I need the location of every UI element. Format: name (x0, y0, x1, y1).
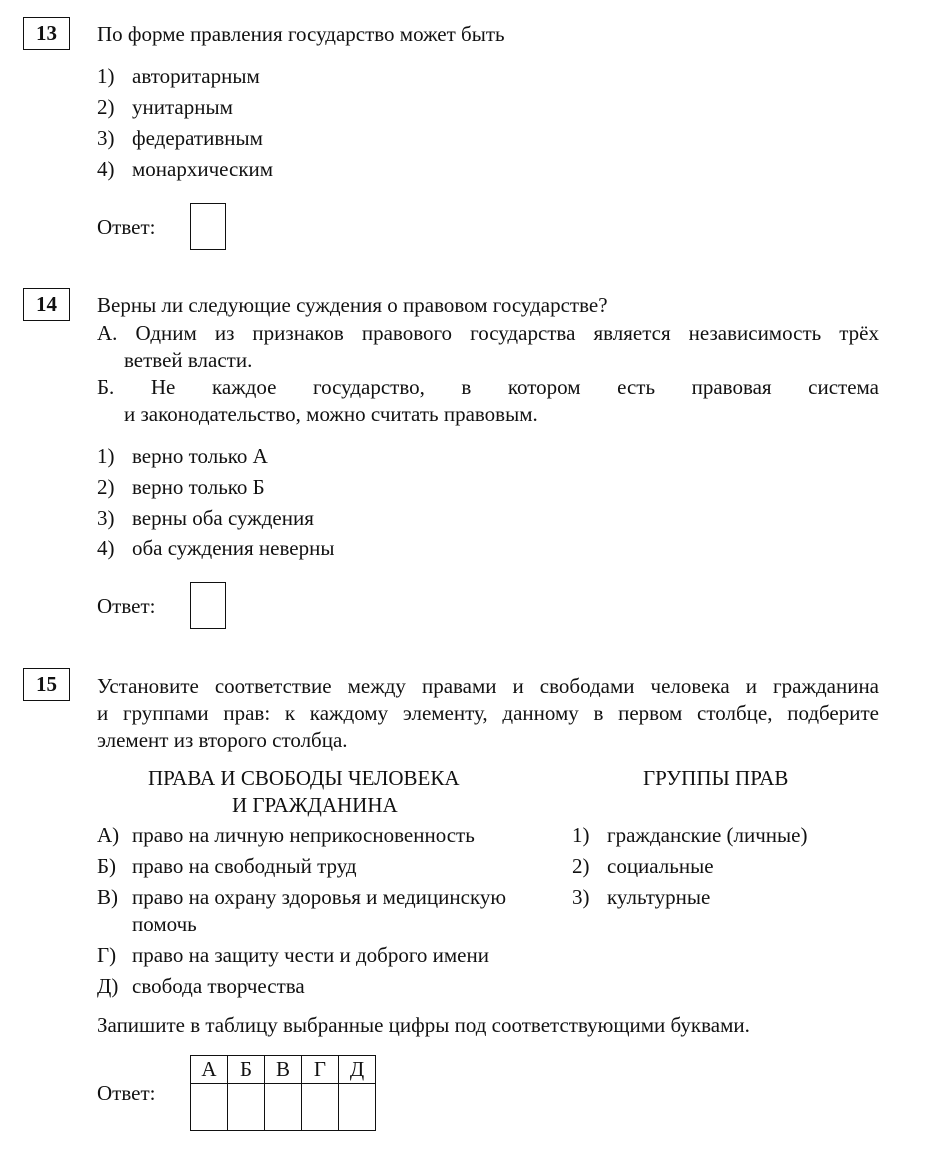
q15-left-item-a-letter: А) (97, 823, 120, 847)
q15-left-item-d-text: свобода творчества (132, 974, 305, 998)
q14-statement-b-line2: и законодательство, можно считать правовым. (124, 402, 538, 426)
q13-option-1-number: 1) (97, 64, 115, 88)
q14-option-2-text: верно только Б (132, 475, 265, 499)
q13-option-4-number: 4) (97, 157, 115, 181)
q15-intro-line2: и группами прав: к каждому элементу, данному в первом столбце, подберите (97, 701, 879, 725)
q14-option-2-number: 2) (97, 475, 115, 499)
q15-intro-line1: Установите соответствие между правами и свободами человека и гражданина (97, 674, 879, 698)
q14-option-4-text: оба суждения неверны (132, 536, 335, 560)
q14-statement-a-line2: ветвей власти. (124, 348, 253, 372)
question-number-14: 14 (23, 288, 70, 321)
question-number-13: 13 (23, 17, 70, 50)
q15-right-header: ГРУППЫ ПРАВ (643, 766, 789, 790)
answer-cell-a[interactable] (191, 1084, 228, 1131)
q15-left-item-b-text: право на свободный труд (132, 854, 357, 878)
q15-left-item-g-letter: Г) (97, 943, 117, 967)
question-number-15: 15 (23, 668, 70, 701)
q15-left-item-v-text-cont: помочь (132, 912, 197, 936)
q15-right-item-2-text: социальные (607, 854, 714, 878)
q14-statement-a-line1: А. Одним из признаков правового государства является независимость трёх (97, 321, 879, 345)
answer-table-header-v: В (265, 1056, 302, 1084)
answer-cell-d[interactable] (339, 1084, 376, 1131)
q15-right-item-2-number: 2) (572, 854, 590, 878)
q15-left-header-line1: ПРАВА И СВОБОДЫ ЧЕЛОВЕКА (148, 766, 460, 790)
q15-left-item-g-text: право на защиту чести и доброго имени (132, 943, 489, 967)
q14-option-1-text: верно только А (132, 444, 268, 468)
q14-option-1-number: 1) (97, 444, 115, 468)
question-14-text: Верны ли следующие суждения о правовом государстве? (97, 293, 608, 317)
q15-left-item-b-letter: Б) (97, 854, 117, 878)
q14-option-4-number: 4) (97, 536, 115, 560)
q13-option-2-number: 2) (97, 95, 115, 119)
q15-right-item-1-number: 1) (572, 823, 590, 847)
q15-right-item-3-number: 3) (572, 885, 590, 909)
answer-table-header-b: Б (228, 1056, 265, 1084)
answer-table-header-a: А (191, 1056, 228, 1084)
q13-answer-label: Ответ: (97, 215, 156, 239)
q15-answer-table (190, 1055, 376, 1131)
q13-option-4-text: монархическим (132, 157, 274, 181)
q15-instruction: Запишите в таблицу выбранные цифры под соответствующими буквами. (97, 1013, 750, 1037)
q15-right-item-1-text: гражданские (личные) (607, 823, 808, 847)
q13-answer-box[interactable] (190, 203, 226, 250)
q15-answer-label: Ответ: (97, 1081, 156, 1105)
q13-option-3-number: 3) (97, 126, 115, 150)
answer-table-header-d: Д (339, 1056, 376, 1084)
q14-statement-b-line1: Б. Не каждое государство, в котором есть правовая система (97, 375, 879, 399)
q14-option-3-text: верны оба суждения (132, 506, 314, 530)
q15-left-header-line2: И ГРАЖДАНИНА (232, 793, 398, 817)
answer-table-header-g: Г (302, 1056, 339, 1084)
q15-left-item-d-letter: Д) (97, 974, 119, 998)
q15-left-item-a-text: право на личную неприкосновенность (132, 823, 475, 847)
q13-option-3-text: федеративным (132, 126, 263, 150)
q15-intro-line3: элемент из второго столбца. (97, 728, 348, 752)
q15-left-item-v-text: право на охрану здоровья и медицинскую (132, 885, 507, 909)
answer-cell-b[interactable] (228, 1084, 265, 1131)
q14-answer-label: Ответ: (97, 594, 156, 618)
q15-left-item-v-letter: В) (97, 885, 118, 909)
answer-cell-v[interactable] (265, 1084, 302, 1131)
question-13-text: По форме правления государство может быть (97, 22, 505, 46)
answer-cell-g[interactable] (302, 1084, 339, 1131)
q14-option-3-number: 3) (97, 506, 115, 530)
q13-option-1-text: авторитарным (132, 64, 260, 88)
q15-right-item-3-text: культурные (607, 885, 711, 909)
q14-answer-box[interactable] (190, 582, 226, 629)
q13-option-2-text: унитарным (132, 95, 233, 119)
